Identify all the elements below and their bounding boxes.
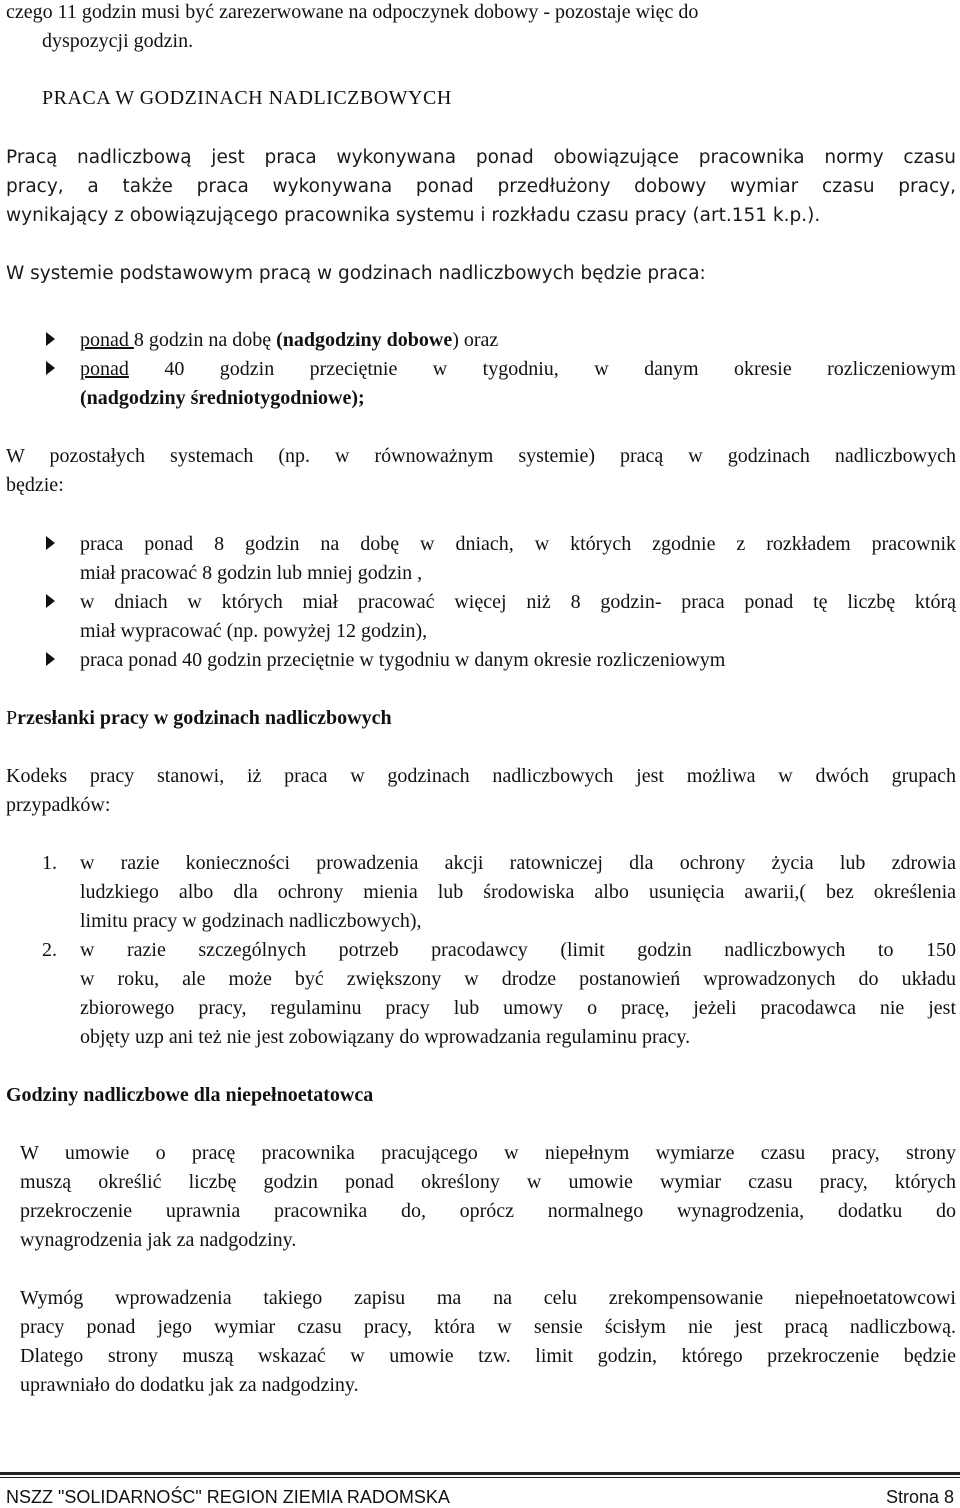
- triangle-right-icon: [46, 594, 55, 608]
- part-time-para2-line-1: Wymóg wprowadzenia takiego zapisu ma na celu zrekompensowanie niepełnoetatowcowi: [20, 1287, 956, 1309]
- intro-line-2: dyspozycji godzin.: [42, 30, 194, 52]
- triangle-right-icon: [46, 536, 55, 550]
- footer-page-number: Strona 8: [885, 1487, 954, 1507]
- overtime-definition-line-3: wynikający z obowiązującego pracownika systemu i rozkładu czasu pracy (art.151 k.p.).: [6, 205, 821, 226]
- other-bullet-1-line-1: praca ponad 8 godzin na dobę w dniach, w których zgodnie z rozkładem pracownik: [80, 533, 956, 555]
- footer-divider-thick: [0, 1472, 960, 1475]
- list-number-1: 1.: [42, 852, 57, 874]
- footer-organization: NSZZ "SOLIDARNOŚC" REGION ZIEMIA RADOMSKA: [6, 1487, 450, 1507]
- basic-bullet-1: [80, 326, 956, 355]
- case-2-line-1: w razie szczególnych potrzeb pracodawcy (limit godzin nadliczbowych to 150: [80, 939, 956, 961]
- basic-bullet-1-text: 8 godzin na dobę: [133, 329, 277, 351]
- triangle-right-icon: [46, 652, 55, 666]
- part-time-para1-line-1: W umowie o pracę pracownika pracującego w niepełnym wymiarze czasu pracy, strony: [20, 1142, 956, 1164]
- case-1-line-2: ludzkiego albo dla ochrony mienia lub środowiska albo usunięcia awarii,( bez określenia: [80, 881, 956, 903]
- other-bullet-2-line-2: miał wypracować (np. powyżej 12 godzin),: [80, 620, 428, 642]
- case-2-line-3: zbiorowego pracy, regulaminu pracy lub umowy o pracę, jeżeli pracodawca nie jest: [80, 997, 956, 1019]
- overtime-definition-line-1: Pracą nadliczbową jest praca wykonywana ponad obowiązujące pracownika normy czasu: [6, 147, 956, 168]
- other-systems-line-1: W pozostałych systemach (np. w równoważnym systemie) pracą w godzinach nadliczbowych: [6, 445, 956, 467]
- basic-bullet-1-post: ) oraz: [452, 329, 499, 351]
- basic-system-intro: W systemie podstawowym pracą w godzinach nadliczbowych będzie praca:: [6, 263, 706, 284]
- part-time-para2-line-4: uprawniało do dodatku jak za nadgodziny.: [20, 1374, 359, 1396]
- basic-bullet-2-line-1: [80, 355, 956, 384]
- basic-bullet-2-text: 40 godzin przeciętnie w tygodniu, w danym okresie rozliczeniowym: [128, 358, 956, 380]
- part-time-para2-line-2: pracy ponad jego wymiar czasu pracy, która w sensie ścisłym nie jest pracą nadliczbową.: [20, 1316, 956, 1338]
- basic-bullet-2-line-2: (nadgodziny średniotygodniowe);: [80, 387, 365, 409]
- part-time-para2-line-3: Dlatego strony muszą wskazać w umowie tzw. limit godzin, którego przekroczenie będzie: [20, 1345, 956, 1367]
- other-bullet-2-line-1: w dniach w których miał pracować więcej niż 8 godzin- praca ponad tę liczbę którą: [80, 591, 956, 613]
- basic-bullet-2-underlined: ponad: [80, 358, 129, 380]
- case-1-line-1: w razie konieczności prowadzenia akcji ratowniczej dla ochrony życia lub zdrowia: [80, 852, 956, 874]
- labor-code-intro-line-1: Kodeks pracy stanowi, iż praca w godzinach nadliczbowych jest możliwa w dwóch grupach: [6, 765, 956, 787]
- section-heading-overtime: PRACA W GODZINACH NADLICZBOWYCH: [42, 87, 452, 109]
- basic-bullet-1-underlined: ponad: [80, 329, 134, 351]
- section-heading-part-time: Godziny nadliczbowe dla niepełnoetatowca: [6, 1084, 374, 1106]
- list-number-2: 2.: [42, 939, 57, 961]
- case-1-line-3: limitu pracy w godzinach nadliczbowych),: [80, 910, 422, 932]
- part-time-para1-line-3: przekroczenie uprawnia pracownika do, oprócz normalnego wynagrodzenia, dodatku do: [20, 1200, 956, 1222]
- section-heading-premises-rest: rzesłanki pracy w godzinach nadliczbowych: [17, 707, 392, 729]
- part-time-para1-line-2: muszą określić liczbę godzin ponad określony w umowie wymiar czasu pracy, których: [20, 1171, 956, 1193]
- case-2-line-4: objęty uzp ani też nie jest zobowiązany do wprowadzania regulaminu pracy.: [80, 1026, 691, 1048]
- section-heading-premises-first: P: [6, 707, 18, 729]
- labor-code-intro-line-2: przypadków:: [6, 794, 111, 816]
- section-heading-premises: [6, 704, 956, 733]
- case-2-line-2: w roku, ale może być zwiększony w drodze postanowień wprowadzonych do układu: [80, 968, 956, 990]
- other-systems-line-2: będzie:: [6, 474, 64, 496]
- part-time-para1-line-4: wynagrodzenia jak za nadgodziny.: [20, 1229, 297, 1251]
- basic-bullet-1-bold: (nadgodziny dobowe: [276, 329, 453, 351]
- other-bullet-3-line-1: praca ponad 40 godzin przeciętnie w tygodniu w danym okresie rozliczeniowym: [80, 649, 726, 671]
- other-bullet-1-line-2: miał pracować 8 godzin lub mniej godzin ,: [80, 562, 423, 584]
- triangle-right-icon: [46, 361, 55, 375]
- overtime-definition-line-2: pracy, a także praca wykonywana ponad przedłużony dobowy wymiar czasu pracy,: [6, 176, 956, 197]
- intro-line-1: czego 11 godzin musi być zarezerwowane na odpoczynek dobowy - pozostaje więc do: [6, 1, 699, 23]
- footer-divider-thin: [0, 1477, 960, 1478]
- triangle-right-icon: [46, 332, 55, 346]
